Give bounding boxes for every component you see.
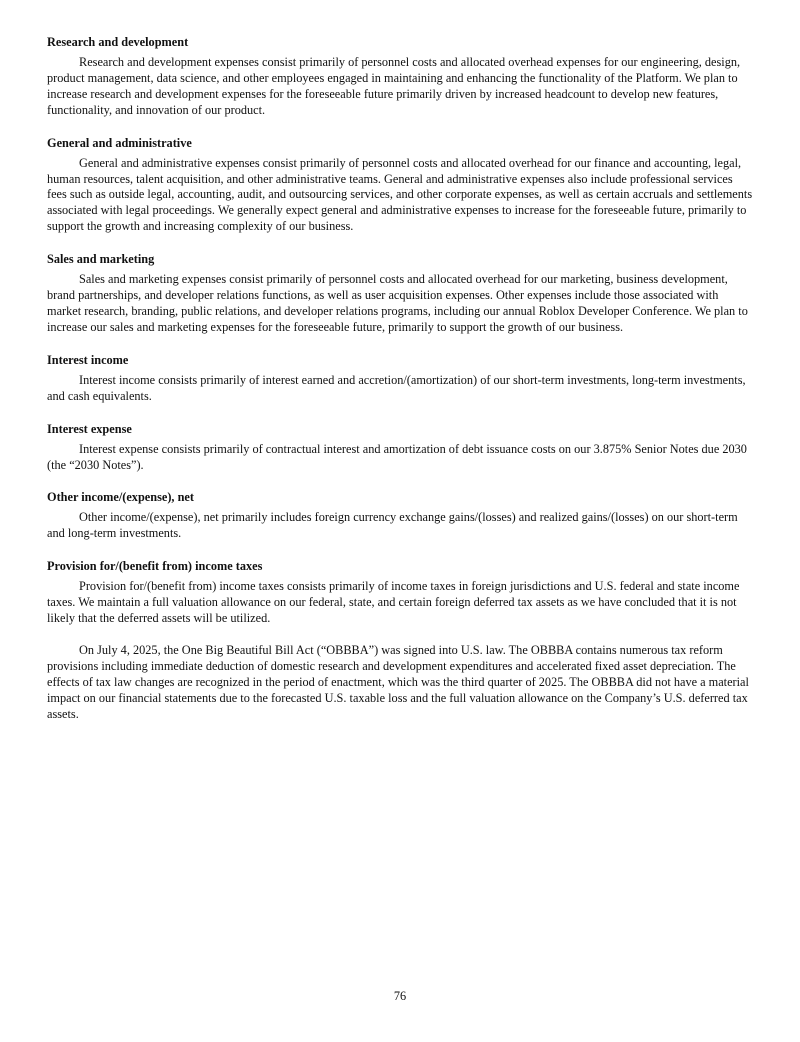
section-provision-for-income-taxes [47, 559, 755, 722]
section-paragraph: Research and development expenses consist primarily of personnel costs and allocated overhead expenses for our engineering, design, product management, data science, and other employees engaged in maintaining and enhancing the functionality of the Platform. We plan to increase research and development expenses for the foreseeable future primarily driven by increased headcount to develop new features, functionality, and innovation of our product. [47, 55, 741, 117]
section-paragraph: On July 4, 2025, the One Big Beautiful Bill Act (“OBBBA”) was signed into U.S. law. The OBBBA contains numerous tax reform provisions including immediate deduction of domestic research and development expenditures and accelerated fixed asset depreciation. The effects of tax law changes are recognized in the period of enactment, which was the third quarter of 2025. The OBBBA did not have a material impact on our financial statements due to the forecasted U.S. taxable loss and the full valuation allowance on the Company’s U.S. deferred tax assets. [47, 642, 749, 721]
section-heading: Research and development [47, 35, 189, 49]
section-paragraph: General and administrative expenses consist primarily of personnel costs and allocated overhead for our finance and accounting, legal, human resources, talent acquisition, and other administrative teams. General and administrative expenses also include professional services fees such as outside legal, accounting, audit, and outsourcing services, and other corporate expenses, as well as certain accruals and settlements associated with legal proceedings. We generally expect general and administrative expenses to increase for the foreseeable future, primarily to support the growth and increasing complexity of our business. [47, 155, 753, 234]
section-heading: Other income/(expense), net [47, 490, 194, 505]
section-heading: Interest income [47, 352, 129, 367]
section-research-and-development [47, 35, 755, 119]
section-paragraph: Interest income consists primarily of interest earned and accretion/(amortization) of our short-term investments, long-term investments, and cash equivalents. [47, 372, 746, 403]
section-interest-expense [47, 422, 755, 474]
section-heading: General and administrative [47, 135, 192, 150]
section-general-and-administrative [47, 136, 755, 236]
section-heading: Sales and marketing [47, 252, 155, 267]
section-other-income-expense-net [47, 490, 755, 542]
section-interest-income [47, 353, 755, 405]
section-paragraph: Other income/(expense), net primarily includes foreign currency exchange gains/(losses) and realized gains/(losses) on our short-term and long-term investments. [47, 510, 738, 541]
section-sales-and-marketing [47, 252, 755, 336]
page-number: 76 [393, 989, 407, 1003]
document-page [47, 35, 755, 722]
section-heading: Interest expense [47, 421, 132, 436]
section-paragraph: Sales and marketing expenses consist primarily of personnel costs and allocated overhead for our marketing, business development, brand partnerships, and developer relations functions, as well as user acquisition expenses. Other expenses include those associated with market research, branding, public relations, and developer relations programs, including our annual Roblox Developer Conference. We plan to increase our sales and marketing expenses for the foreseeable future, primarily to support the growth of our business. [47, 272, 748, 334]
section-paragraph: Provision for/(benefit from) income taxes consists primarily of income taxes in foreign jurisdictions and U.S. federal and state income taxes. We maintain a full valuation allowance on our federal, state, and certain foreign deferred tax assets as we have concluded that it is not likely that the deferred assets will be utilized. [47, 579, 740, 626]
section-paragraph: Interest expense consists primarily of contractual interest and amortization of debt issuance costs on our 3.875% Senior Notes due 2030 (the “2030 Notes”). [47, 441, 747, 472]
section-heading: Provision for/(benefit from) income taxes [47, 559, 263, 574]
